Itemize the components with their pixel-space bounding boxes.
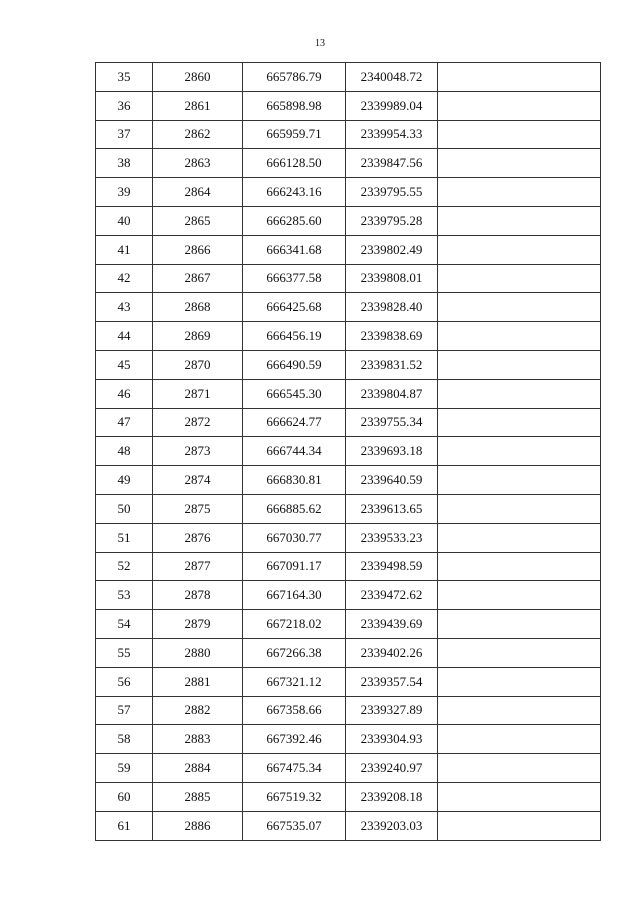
- y-coordinate-cell: 2339693.18: [346, 437, 438, 466]
- table-row: [96, 581, 601, 610]
- y-coordinate-cell: 2339795.28: [346, 206, 438, 235]
- x-coordinate-cell: 667030.77: [243, 523, 346, 552]
- sequence-cell: 45: [96, 350, 153, 379]
- x-coordinate-cell: 666128.50: [243, 149, 346, 178]
- x-coordinate-cell: 667266.38: [243, 638, 346, 667]
- sequence-cell: 59: [96, 754, 153, 783]
- table-row: [96, 293, 601, 322]
- y-coordinate-cell: 2339989.04: [346, 91, 438, 120]
- note-cell: [438, 523, 601, 552]
- y-coordinate-cell: 2339613.65: [346, 494, 438, 523]
- point-id-cell: 2869: [153, 322, 243, 351]
- note-cell: [438, 494, 601, 523]
- point-id-cell: 2884: [153, 754, 243, 783]
- x-coordinate-cell: 665898.98: [243, 91, 346, 120]
- sequence-cell: 40: [96, 206, 153, 235]
- sequence-cell: 50: [96, 494, 153, 523]
- y-coordinate-cell: 2339498.59: [346, 552, 438, 581]
- table-row: [96, 782, 601, 811]
- point-id-cell: 2879: [153, 610, 243, 639]
- x-coordinate-cell: 666425.68: [243, 293, 346, 322]
- sequence-cell: 35: [96, 63, 153, 92]
- sequence-cell: 55: [96, 638, 153, 667]
- y-coordinate-cell: 2339208.18: [346, 782, 438, 811]
- note-cell: [438, 754, 601, 783]
- sequence-cell: 43: [96, 293, 153, 322]
- y-coordinate-cell: 2339402.26: [346, 638, 438, 667]
- table-row: [96, 149, 601, 178]
- coordinate-table: [95, 62, 601, 841]
- x-coordinate-cell: 667218.02: [243, 610, 346, 639]
- y-coordinate-cell: 2339954.33: [346, 120, 438, 149]
- x-coordinate-cell: 667164.30: [243, 581, 346, 610]
- point-id-cell: 2886: [153, 811, 243, 840]
- note-cell: [438, 667, 601, 696]
- y-coordinate-cell: 2339472.62: [346, 581, 438, 610]
- table-row: [96, 206, 601, 235]
- point-id-cell: 2882: [153, 696, 243, 725]
- x-coordinate-cell: 666243.16: [243, 178, 346, 207]
- point-id-cell: 2875: [153, 494, 243, 523]
- point-id-cell: 2860: [153, 63, 243, 92]
- y-coordinate-cell: 2339203.03: [346, 811, 438, 840]
- sequence-cell: 36: [96, 91, 153, 120]
- y-coordinate-cell: 2339808.01: [346, 264, 438, 293]
- sequence-cell: 58: [96, 725, 153, 754]
- y-coordinate-cell: 2339802.49: [346, 235, 438, 264]
- note-cell: [438, 610, 601, 639]
- note-cell: [438, 322, 601, 351]
- y-coordinate-cell: 2339533.23: [346, 523, 438, 552]
- table-row: [96, 178, 601, 207]
- table-row: [96, 811, 601, 840]
- note-cell: [438, 581, 601, 610]
- x-coordinate-cell: 666885.62: [243, 494, 346, 523]
- x-coordinate-cell: 666624.77: [243, 408, 346, 437]
- note-cell: [438, 782, 601, 811]
- y-coordinate-cell: 2339304.93: [346, 725, 438, 754]
- note-cell: [438, 149, 601, 178]
- table-row: [96, 264, 601, 293]
- x-coordinate-cell: 666744.34: [243, 437, 346, 466]
- point-id-cell: 2878: [153, 581, 243, 610]
- sequence-cell: 44: [96, 322, 153, 351]
- point-id-cell: 2867: [153, 264, 243, 293]
- point-id-cell: 2863: [153, 149, 243, 178]
- sequence-cell: 61: [96, 811, 153, 840]
- x-coordinate-cell: 665786.79: [243, 63, 346, 92]
- table-row: [96, 408, 601, 437]
- x-coordinate-cell: 667535.07: [243, 811, 346, 840]
- x-coordinate-cell: 666377.58: [243, 264, 346, 293]
- table-row: [96, 754, 601, 783]
- point-id-cell: 2868: [153, 293, 243, 322]
- point-id-cell: 2865: [153, 206, 243, 235]
- x-coordinate-cell: 667321.12: [243, 667, 346, 696]
- x-coordinate-cell: 666490.59: [243, 350, 346, 379]
- note-cell: [438, 91, 601, 120]
- note-cell: [438, 350, 601, 379]
- x-coordinate-cell: 667091.17: [243, 552, 346, 581]
- table-row: [96, 379, 601, 408]
- point-id-cell: 2874: [153, 466, 243, 495]
- note-cell: [438, 638, 601, 667]
- sequence-cell: 46: [96, 379, 153, 408]
- coordinate-table-body: [96, 63, 601, 841]
- point-id-cell: 2881: [153, 667, 243, 696]
- table-row: [96, 638, 601, 667]
- x-coordinate-cell: 666285.60: [243, 206, 346, 235]
- sequence-cell: 41: [96, 235, 153, 264]
- point-id-cell: 2866: [153, 235, 243, 264]
- table-row: [96, 667, 601, 696]
- y-coordinate-cell: 2339640.59: [346, 466, 438, 495]
- point-id-cell: 2880: [153, 638, 243, 667]
- point-id-cell: 2862: [153, 120, 243, 149]
- x-coordinate-cell: 667519.32: [243, 782, 346, 811]
- y-coordinate-cell: 2339804.87: [346, 379, 438, 408]
- x-coordinate-cell: 666545.30: [243, 379, 346, 408]
- sequence-cell: 56: [96, 667, 153, 696]
- sequence-cell: 38: [96, 149, 153, 178]
- note-cell: [438, 63, 601, 92]
- table-row: [96, 63, 601, 92]
- table-row: [96, 725, 601, 754]
- table-row: [96, 610, 601, 639]
- table-row: [96, 696, 601, 725]
- sequence-cell: 47: [96, 408, 153, 437]
- note-cell: [438, 206, 601, 235]
- table-row: [96, 91, 601, 120]
- note-cell: [438, 120, 601, 149]
- note-cell: [438, 437, 601, 466]
- y-coordinate-cell: 2339755.34: [346, 408, 438, 437]
- y-coordinate-cell: 2339357.54: [346, 667, 438, 696]
- x-coordinate-cell: 666456.19: [243, 322, 346, 351]
- page-number: 13: [315, 38, 325, 49]
- point-id-cell: 2872: [153, 408, 243, 437]
- sequence-cell: 51: [96, 523, 153, 552]
- table-row: [96, 466, 601, 495]
- point-id-cell: 2870: [153, 350, 243, 379]
- point-id-cell: 2861: [153, 91, 243, 120]
- y-coordinate-cell: 2339795.55: [346, 178, 438, 207]
- sequence-cell: 49: [96, 466, 153, 495]
- x-coordinate-cell: 667475.34: [243, 754, 346, 783]
- x-coordinate-cell: 665959.71: [243, 120, 346, 149]
- sequence-cell: 52: [96, 552, 153, 581]
- table-row: [96, 494, 601, 523]
- x-coordinate-cell: 667358.66: [243, 696, 346, 725]
- y-coordinate-cell: 2340048.72: [346, 63, 438, 92]
- table-row: [96, 350, 601, 379]
- point-id-cell: 2871: [153, 379, 243, 408]
- table-row: [96, 120, 601, 149]
- note-cell: [438, 293, 601, 322]
- y-coordinate-cell: 2339847.56: [346, 149, 438, 178]
- sequence-cell: 53: [96, 581, 153, 610]
- x-coordinate-cell: 666341.68: [243, 235, 346, 264]
- sequence-cell: 60: [96, 782, 153, 811]
- point-id-cell: 2877: [153, 552, 243, 581]
- note-cell: [438, 178, 601, 207]
- sequence-cell: 39: [96, 178, 153, 207]
- y-coordinate-cell: 2339838.69: [346, 322, 438, 351]
- note-cell: [438, 696, 601, 725]
- note-cell: [438, 811, 601, 840]
- table-row: [96, 235, 601, 264]
- table-row: [96, 437, 601, 466]
- note-cell: [438, 725, 601, 754]
- point-id-cell: 2876: [153, 523, 243, 552]
- x-coordinate-cell: 666830.81: [243, 466, 346, 495]
- note-cell: [438, 552, 601, 581]
- y-coordinate-cell: 2339240.97: [346, 754, 438, 783]
- table-row: [96, 322, 601, 351]
- note-cell: [438, 466, 601, 495]
- note-cell: [438, 408, 601, 437]
- table-row: [96, 552, 601, 581]
- table-row: [96, 523, 601, 552]
- sequence-cell: 57: [96, 696, 153, 725]
- sequence-cell: 42: [96, 264, 153, 293]
- y-coordinate-cell: 2339831.52: [346, 350, 438, 379]
- x-coordinate-cell: 667392.46: [243, 725, 346, 754]
- y-coordinate-cell: 2339327.89: [346, 696, 438, 725]
- point-id-cell: 2883: [153, 725, 243, 754]
- point-id-cell: 2873: [153, 437, 243, 466]
- point-id-cell: 2885: [153, 782, 243, 811]
- point-id-cell: 2864: [153, 178, 243, 207]
- sequence-cell: 37: [96, 120, 153, 149]
- note-cell: [438, 235, 601, 264]
- note-cell: [438, 379, 601, 408]
- y-coordinate-cell: 2339439.69: [346, 610, 438, 639]
- sequence-cell: 48: [96, 437, 153, 466]
- sequence-cell: 54: [96, 610, 153, 639]
- y-coordinate-cell: 2339828.40: [346, 293, 438, 322]
- note-cell: [438, 264, 601, 293]
